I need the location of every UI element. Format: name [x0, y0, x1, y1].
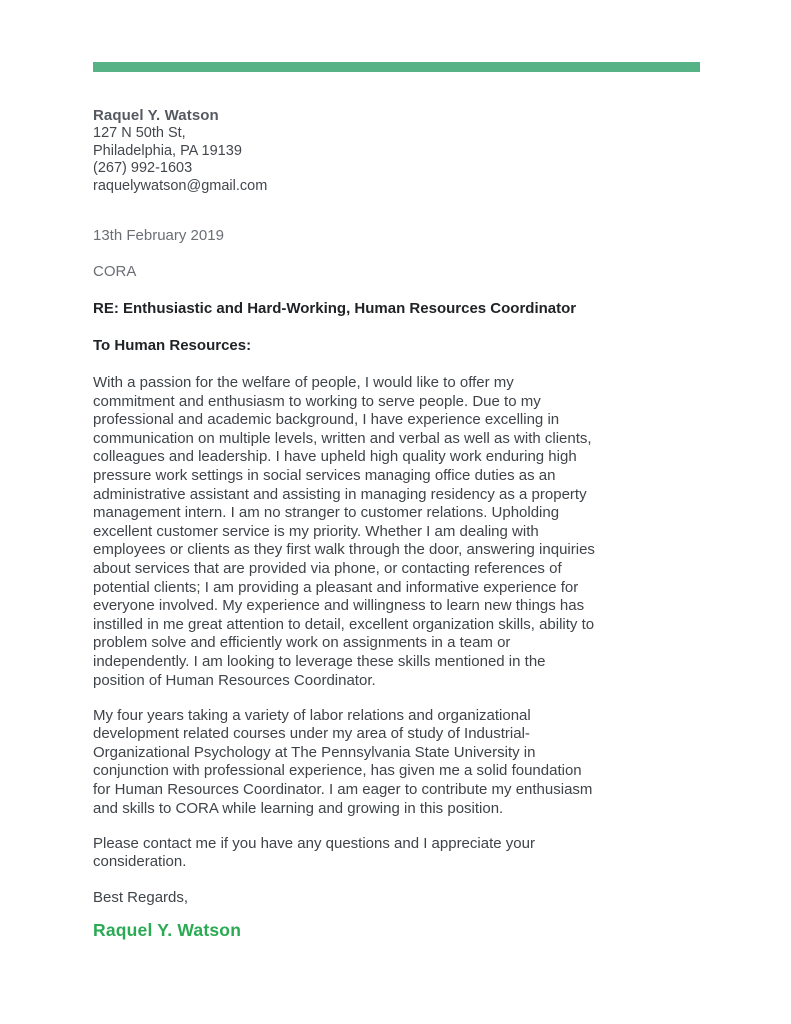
body-paragraph-1: With a passion for the welfare of people, I would like to offer my commitment and enthusiasm to working to serve people. Due to my professional and academic background, I have experience excelling in communication on multiple levels, written and verbal as well as with clients, colleagues and leadership. I have upheld high quality work enduring high pressure work settings in social services managing office duties as an administrative assistant and assisting in managing residency as a property management intern. I am no stranger to customer relations. Upholding excellent customer service is my priority. Whether I am dealing with employees or clients as they first walk through the door, answering inquiries about services that are provided via phone, or contacting references of potential clients; I am providing a pleasant and informative experience for everyone involved. My experience and willingness to learn new things has instilled in me great attention to detail, excellent organization skills, ability to problem solve and efficiently work on assignments in a team or independently. I am looking to leverage these skills mentioned in the position of Human Resources Coordinator.	[93, 374, 595, 689]
letter-content	[93, 0, 733, 941]
sender-phone: (267) 992-1603	[93, 160, 193, 177]
subject-line: RE: Enthusiastic and Hard-Working, Human Resources Coordinator	[93, 300, 577, 318]
body-paragraph-3: Please contact me if you have any questions and I appreciate your consideration.	[93, 834, 535, 871]
sender-email: raquelywatson@gmail.com	[93, 177, 268, 194]
sender-address-line1: 127 N 50th St,	[93, 125, 186, 141]
accent-bar	[93, 62, 700, 72]
closing: Best Regards,	[93, 888, 189, 906]
recipient-name: CORA	[93, 263, 137, 281]
salutation: To Human Resources:	[93, 337, 252, 355]
signature-name: Raquel Y. Watson	[93, 920, 242, 941]
letter-date: 13th February 2019	[93, 227, 224, 245]
sender-address-line2: Philadelphia, PA 19139	[93, 142, 242, 159]
sender-name: Raquel Y. Watson	[93, 107, 219, 124]
sender-block	[93, 107, 733, 195]
body-paragraph-2: My four years taking a variety of labor relations and organizational development related courses under my area of study of Industrial-Organizational Psychology at The Pennsylvania State University in conjunction with professional experience, has given me a solid foundation for Human Resources Coordinator. I am eager to contribute my enthusiasm and skills to CORA while learning and growing in this position.	[93, 706, 593, 817]
